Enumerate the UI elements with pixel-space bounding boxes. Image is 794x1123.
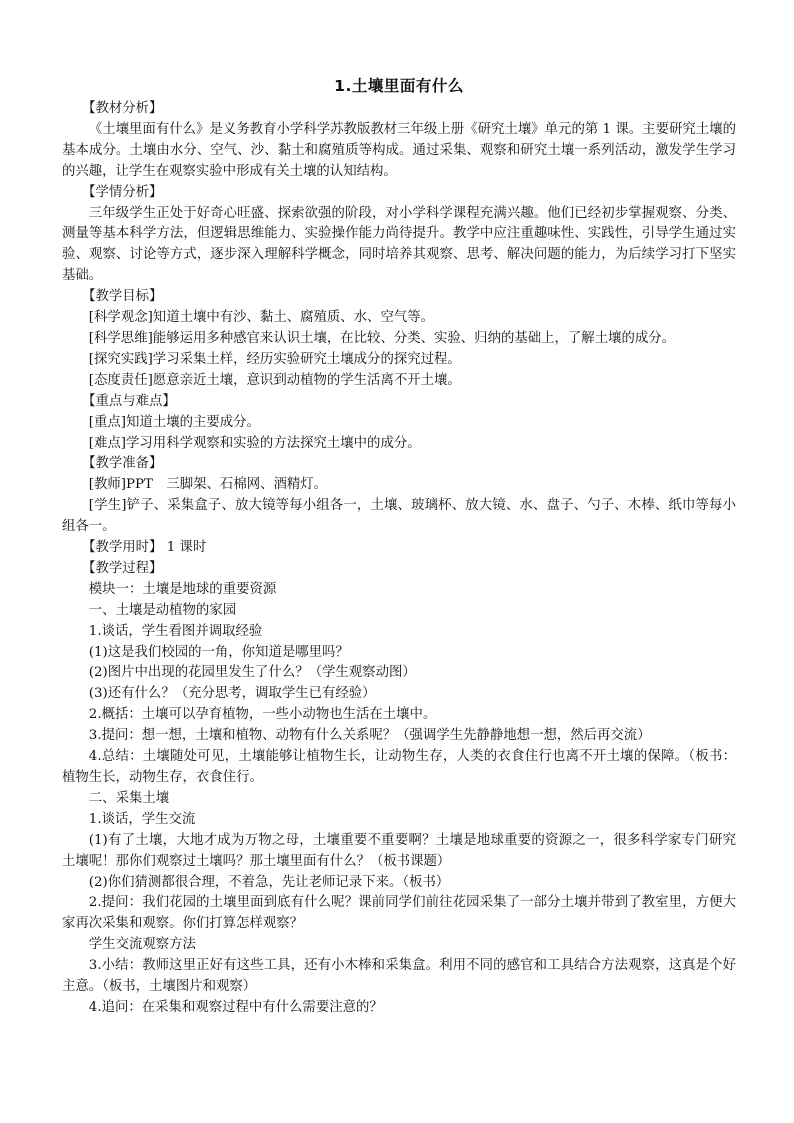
section-heading: 【教学用时】 1 课时: [82, 540, 207, 556]
paragraph: [态度责任]愿意亲近土壤，意识到动植物的学生活离不开土壤。: [88, 372, 461, 388]
paragraph: (1)这是我们校园的一角，你知道是哪里吗？: [88, 644, 349, 660]
paragraph: 2.提问：我们花园的土壤里面到底有什么呢？课前同学们前往花园采集了一部分土壤并带到了教室里，方便大家再次采集和观察。你们打算怎样观察？: [62, 895, 736, 932]
document-page: [62, 76, 736, 1019]
paragraph: [重点]知道土壤的主要成分。: [88, 414, 260, 430]
section-heading: 【教学准备】: [82, 456, 163, 472]
paragraph: (3)还有什么？（充分思考，调取学生已有经验）: [88, 686, 376, 702]
paragraph: (1)有了土壤，大地才成为万物之母，土壤重要不重要啊？土壤是地球重要的资源之一，很多科学家专门研究土壤呢！那你们观察过土壤吗？那土壤里面有什么？（板书课题）: [62, 832, 736, 869]
section-heading: 【教材分析】: [82, 101, 163, 116]
paragraph: 一、土壤是动植物的家园: [88, 602, 237, 618]
section-heading: 【教学过程】: [82, 560, 163, 576]
paragraph: (2)图片中出现的花园里发生了什么？（学生观察动图）: [88, 665, 416, 681]
paragraph: 学生交流观察方法: [88, 937, 196, 953]
paragraph: [科学观念]知道土壤中有沙、黏土、腐殖质、水、空气等。: [88, 310, 435, 326]
paragraph: 2.概括：土壤可以孕育植物，一些小动物也生活在土壤中。: [88, 707, 437, 723]
paragraph: 4.总结：土壤随处可见，土壤能够让植物生长，让动物生存，人类的衣食住行也离不开土壤的保障。（板书：植物生长，动物生存，衣食住行。: [62, 749, 736, 785]
paragraph: 4.追问：在采集和观察过程中有什么需要注意的？: [88, 999, 383, 1015]
paragraph: 1.谈话，学生交流: [88, 811, 196, 827]
section-heading: 【教学目标】: [82, 289, 163, 305]
paragraph: [科学思维]能够运用多种感官来认识土壤，在比较、分类、实验、归纳的基础上，了解土壤的成分。: [88, 330, 676, 346]
paragraph: (2)你们猜测都很合理，不着急，先让老师记录下来。（板书）: [88, 874, 450, 890]
paragraph: 模块一：土壤是地球的重要资源: [88, 581, 277, 597]
page-title: 1.土壤里面有什么: [334, 77, 464, 95]
paragraph: [探究实践]学习采集土样，经历实验研究土壤成分的探究过程。: [88, 351, 461, 367]
paragraph: [教师]PPT 三脚架、石棉网、酒精灯。: [88, 477, 328, 493]
paragraph: [难点]学习用科学观察和实验的方法探究土壤中的成分。: [88, 435, 421, 451]
paragraph: 1.谈话，学生看图并调取经验: [88, 623, 263, 639]
document-body: [62, 99, 736, 1019]
section-heading: 【学情分析】: [82, 184, 163, 200]
section-heading: 【重点与难点】: [82, 393, 176, 409]
paragraph: 二、采集土壤: [88, 790, 170, 806]
paragraph: 3.小结：教师这里正好有这些工具，还有小木棒和采集盒。利用不同的感官和工具结合方法观察，这真是个好主意。（板书，土壤图片和观察）: [62, 958, 736, 995]
paragraph: 三年级学生正处于好奇心旺盛、探索欲强的阶段，对小学科学课程充满兴趣。他们已经初步掌握观察、分类、测量等基本科学方法，但逻辑思维能力、实验操作能力尚待提升。教学中应注重趣味性、实践性，引导学生通过实验、观察、讨论等方式，逐步深入理解科学概念，同时培养其观察、思考、解决问题的能力，为后续学习打下坚实基础。: [62, 205, 736, 284]
paragraph: 3.提问：想一想，土壤和植物、动物有什么关系呢？（强调学生先静静地想一想，然后再交流）: [88, 728, 651, 744]
paragraph: [学生]铲子、采集盒子、放大镜等每小组各一，土壤、玻璃杯、放大镜、水、盘子、勺子、木棒、纸巾等每小组各一。: [62, 498, 736, 535]
paragraph: 《土壤里面有什么》是义务教育小学科学苏教版教材三年级上册《研究土壤》单元的第 1 课。主要研究土壤的基本成分。土壤由水分、空气、沙、黏土和腐殖质等构成。通过采集、观察和研究土壤一系列活动，激发学生学习的兴趣，让学生在观察实验中形成有关土壤的认知结构。: [62, 121, 736, 179]
